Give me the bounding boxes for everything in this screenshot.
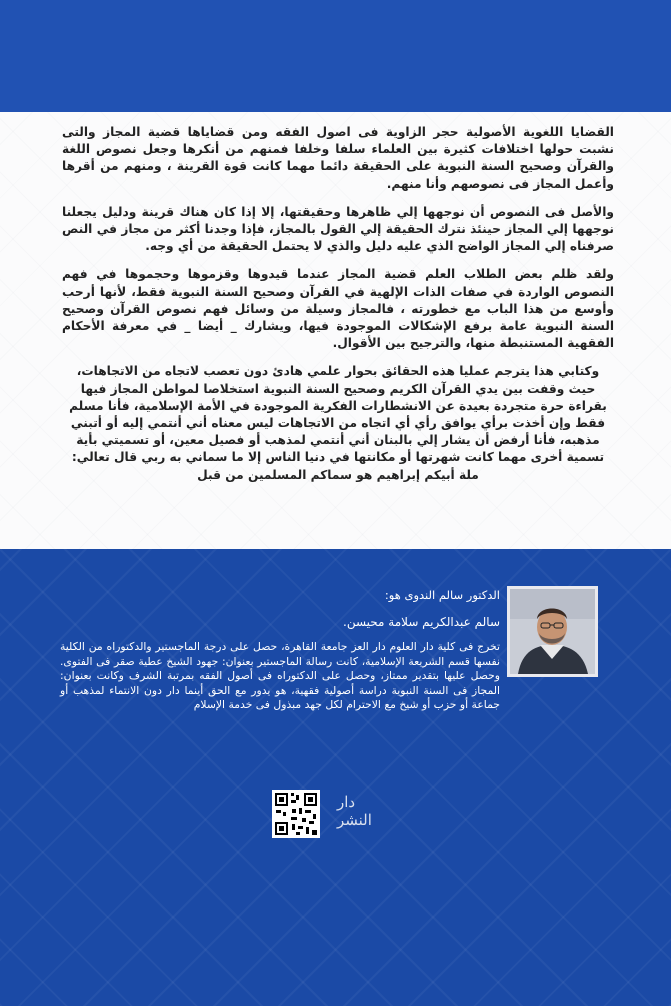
paragraph-1: القضايا اللغوية الأصولية حجر الزاوية فى اصول الفقه ومن قضاياها قضية المجاز والتى نشبت حولها اختلافات كثيرة بين العلماء سلفا وخلفا فمنهم من أنكرها وجعل نصوص اللغة والقرآن وصحيح السنة النبوية على الحقيقة دائما مهما كانت قوة القرينة ، ومنهم من أقرها وأعمل المجاز فى نصوصهم وأنا منهم. (62, 125, 614, 191)
author-info (60, 582, 500, 713)
author-portrait-image (510, 589, 595, 674)
author-bio: تخرج فى كلية دار العلوم دار العز جامعة القاهرة، حصل على درجة الماجستير والدكتوراه من الكلية نفسها قسم الشريعة الإسلامية، كانت رسالة الماجستير بعنوان: جهود الشيخ عطية صقر فى الفتوى. وحصل عليها بتقدير ممتاز، وحصل على الدكتوراه فى أصول الفقه بمرتبة الشرف وكانت بعنوان: المجاز فى السنة النبوية دراسة أصولية فقهية، هو يدور مع الحق أينما دار دون الانتماء لمذهب أو جماعة أو حزب أو شيخ مع الاحترام لكل جهد مبذول فى خدمة الإسلام (60, 640, 500, 712)
back-cover-text (62, 124, 614, 495)
author-heading: الدكتور سالم الندوى هو: (384, 588, 500, 602)
qr-code (272, 790, 320, 838)
paragraph-3: ولقد ظلم بعض الطلاب العلم قضية المجاز عندما قيدوها وقزموها وحجموها في فهم النصوص الواردة في صفات الذات الإلهية في القرآن وصحيح السنة النبوية فقط، لأنها أرحب وأوسع من هذا الباب مع خطورته ، فالمجاز وسيلة من وسائل فهم نصوص القرآن وصحيح السنة النبوية عامة برفع الإشكالات الموجودة فيها، ويشارك _ أيضا _ في معرفة الأحكام الفقهية المستنبطة منها، والترجيح بين الأقوال. (62, 267, 614, 351)
qr-code-image (272, 790, 320, 838)
top-color-band (0, 0, 671, 112)
author-full-name: سالم عبدالكريم سلامة محيسن. (343, 615, 500, 629)
publisher-logo: دار النشر (337, 793, 372, 829)
paragraph-2: والأصل فى النصوص أن نوجهها إلي ظاهرها وحقيقتها، إلا إذا كان هناك قرينة ودليل يجعلنا نوجهها إلي المجاز حينئذ نترك الحقيقة إلي القول بالمجاز، فإذا وجدنا أكثر من مجاز في النص صرفناه إلي المجاز الواضح الذي عليه دليل والذي لا يحتمل الحقيقة من أي وجه. (62, 204, 614, 254)
paragraph-4: وكتابي هذا يترجم عمليا هذه الحقائق بحوار علمي هادئ دون تعصب لاتجاه من الاتجاهات، حيث وقفت بين يدي القرآن الكريم وصحيح السنة النبوية استخلاصا لمواطن المجاز فيها بقراءة حرة متجردة بعيدة عن الانشطارات الفكرية الموجودة في الأمة الإسلامية، فأنا مسلم فقط وإن أخذت برأي يوافق رأي أي اتجاه من الاتجاهات ليس معناه أني أنتمي إليه أو أتبني مذهبه، فأنا أرفض أن يشار إلي بالبنان أني أنتمي لمذهب أو فصيل معين، أو تسميتي بأية تسمية أخرى مهما كانت شهرتها أو مكانتها في دنيا الناس إلا ما سماني به ربي قال تعالي: ملة أبيكم إبراهيم هو سماكم المسلمين من قبل (69, 364, 607, 482)
author-photo (507, 586, 598, 677)
